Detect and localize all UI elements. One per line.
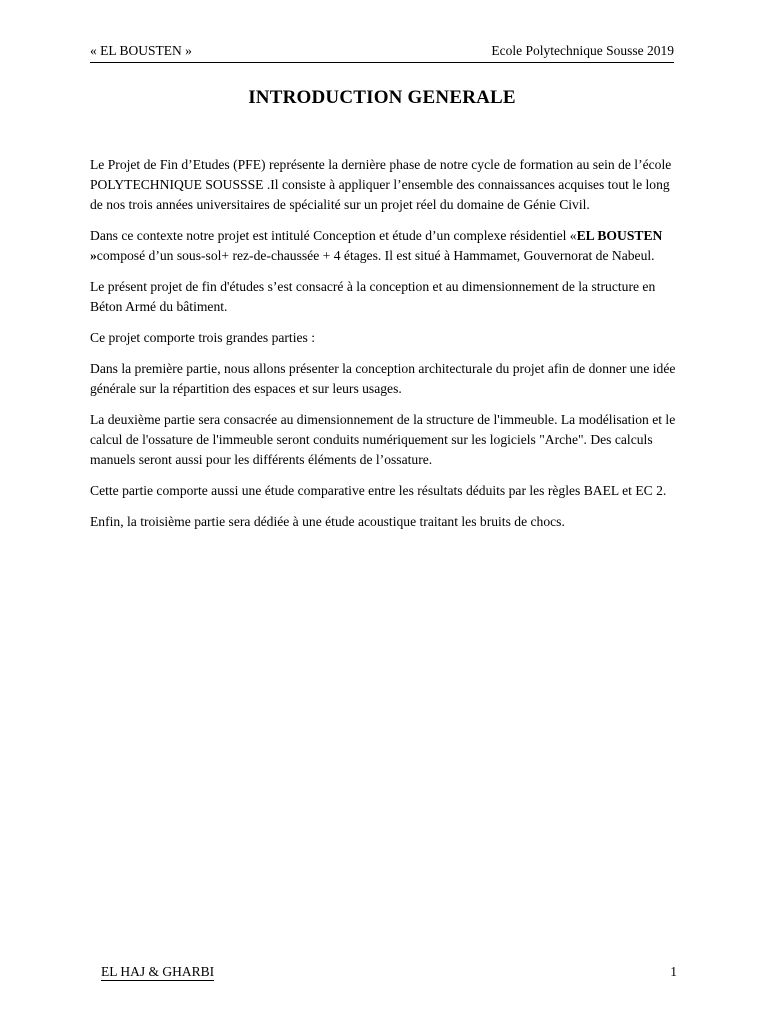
page-header [90, 42, 674, 63]
paragraph-intro: Le Projet de Fin d’Etudes (PFE) représente la dernière phase de notre cycle de formation au sein de l’école POLYTECHNIQUE SOUSSSE .Il consiste à appliquer l’ensemble des connaissances acquises tout le long de nos trois années universitaires de spécialité sur un projet réel du domaine de Génie Civil. [90, 157, 672, 212]
paragraph-comparison: Cette partie comporte aussi une étude comparative entre les résultats déduits par les règles BAEL et EC 2. [90, 483, 667, 498]
project-name-bold: EL BOUSTEN » [90, 228, 663, 263]
paragraph-part-one: Dans la première partie, nous allons présenter la conception architecturale du projet afin de donner une idée générale sur la répartition des espaces et sur leurs usages. [90, 361, 676, 396]
header-school-year: Ecole Polytechnique Sousse 2019 [491, 43, 674, 58]
header-project-name: « EL BOUSTEN » [90, 43, 192, 58]
paragraph-context [90, 226, 676, 266]
body-text [90, 155, 676, 543]
page-title: INTRODUCTION GENERALE [248, 87, 516, 108]
paragraph-context-start: Dans ce contexte notre projet est intitulé Conception et étude d’un complexe résidentiel « [90, 228, 577, 243]
page-number: 1 [670, 964, 677, 979]
paragraph-scope: Le présent projet de fin d'études s’est consacré à la conception et au dimensionnement de la structure en Béton Armé du bâtiment. [90, 279, 656, 314]
paragraph-context-end: composé d’un sous-sol+ rez-de-chaussée + 4 étages. Il est situé à Hammamet, Gouvernorat de Nabeul. [96, 248, 655, 263]
paragraph-part-three: Enfin, la troisième partie sera dédiée à une étude acoustique traitant les bruits de chocs. [90, 514, 565, 529]
paragraph-parts-intro: Ce projet comporte trois grandes parties : [90, 330, 315, 345]
paragraph-part-two: La deuxième partie sera consacrée au dimensionnement de la structure de l'immeuble. La modélisation et le calcul de l'ossature de l'immeuble seront conduits numériquement sur les logiciels "Arche". Des calculs manuels seront aussi pour les différents éléments de l’ossature. [90, 412, 676, 467]
footer-authors: EL HAJ & GHARBI [101, 964, 215, 979]
